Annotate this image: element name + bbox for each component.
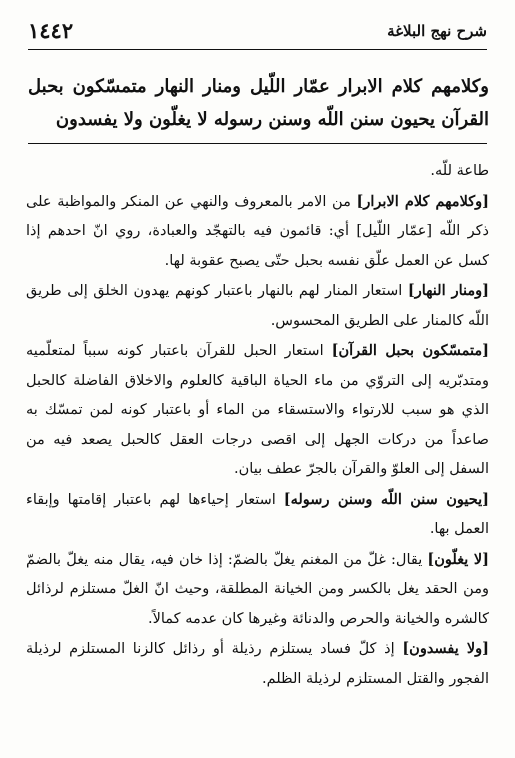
commentary-paragraph (26, 276, 489, 336)
commentary-term: [لا يغلّون] (427, 550, 489, 568)
commentary-term: [وكلامهم كلام الابرار] (356, 192, 489, 210)
page-header (28, 16, 487, 50)
commentary-paragraph (26, 187, 489, 277)
commentary-term: [متمسّكون بحبل القرآن] (331, 342, 489, 359)
commentary-paragraph (26, 156, 489, 187)
page-number: ١٤٤٢ (28, 18, 74, 43)
quoted-sermon-text: وكلامهم كلام الابرار عمّار اللّيل ومنار النهار متمسّكون بحبل القرآن يحيون سنن اللّه وسنن رسوله لا يغلّون ولا يفسدون (28, 76, 489, 130)
commentary-text: استعار المنار لهم بالنهار باعتبار كونهم يهدون الخلق إلى طريق اللّه كالمنار على الطريق المحسوس. (26, 283, 489, 329)
commentary-term: [ولا يفسدون] (402, 640, 489, 657)
commentary-text: يقال: غلّ من المغنم يغلّ بالضمّ: إذا خان فيه، يقال منه يغلّ بالضمّ ومن الحقد يغل بالكسر ومن الخيانة المطلقة، وحيث انّ الغلّ مستلزم لرذائل كالشره والخيانة والحرص والدنائة وغيرها كان عدمه كمالاً. (26, 551, 489, 627)
commentary-body (26, 156, 489, 694)
section-divider (28, 143, 487, 144)
commentary-paragraph (26, 634, 489, 694)
commentary-text: استعار الحبل للقرآن باعتبار كونه سبباً لمتعلّميه ومتدبّريه إلى التروّي من ماء الحياة الباقية كالعلوم والاخلاق الفاضلة كالحبل الذي هو سبب للارتواء والاستسقاء من الماء أو باعتبار كونه لمن تمسّك به صاعداً من دركات الجهل إلى اقصى درجات العقل كالحبل يصعد فيه من السفل إلى العلوّ والقرآن بالجرّ عطف بيان. (26, 343, 489, 477)
commentary-term: [ومنار النهار] (407, 282, 489, 299)
commentary-text: طاعة للّه. (430, 163, 489, 179)
commentary-text: من الامر بالمعروف والنهي عن المنكر والمواظبة على ذكر اللّه [عمّار اللّيل] أي: قائمون فيه بالتهجّد والعبادة، روي انّ احدهم إذا كسل عن العمل علّق نفسه بحبل حتّى يصبح عقوبة لها. (26, 193, 489, 269)
commentary-paragraph (26, 485, 489, 545)
running-title: شرح نهج البلاغة (387, 22, 487, 40)
commentary-paragraph (26, 336, 489, 485)
commentary-term: [يحيون سنن اللّه وسنن رسوله] (283, 490, 489, 508)
commentary-text: إذ كلّ فساد يستلزم رذيلة أو رذائل كالزنا المستلزم لرذيلة الفجور والقتل المستلزم لرذيلة الظلم. (26, 641, 489, 687)
commentary-paragraph (26, 545, 489, 635)
commentary-text: استعار إحياءها لهم باعتبار إقامتها وإبقاء العمل بها. (26, 491, 489, 537)
header-rule (28, 49, 487, 50)
